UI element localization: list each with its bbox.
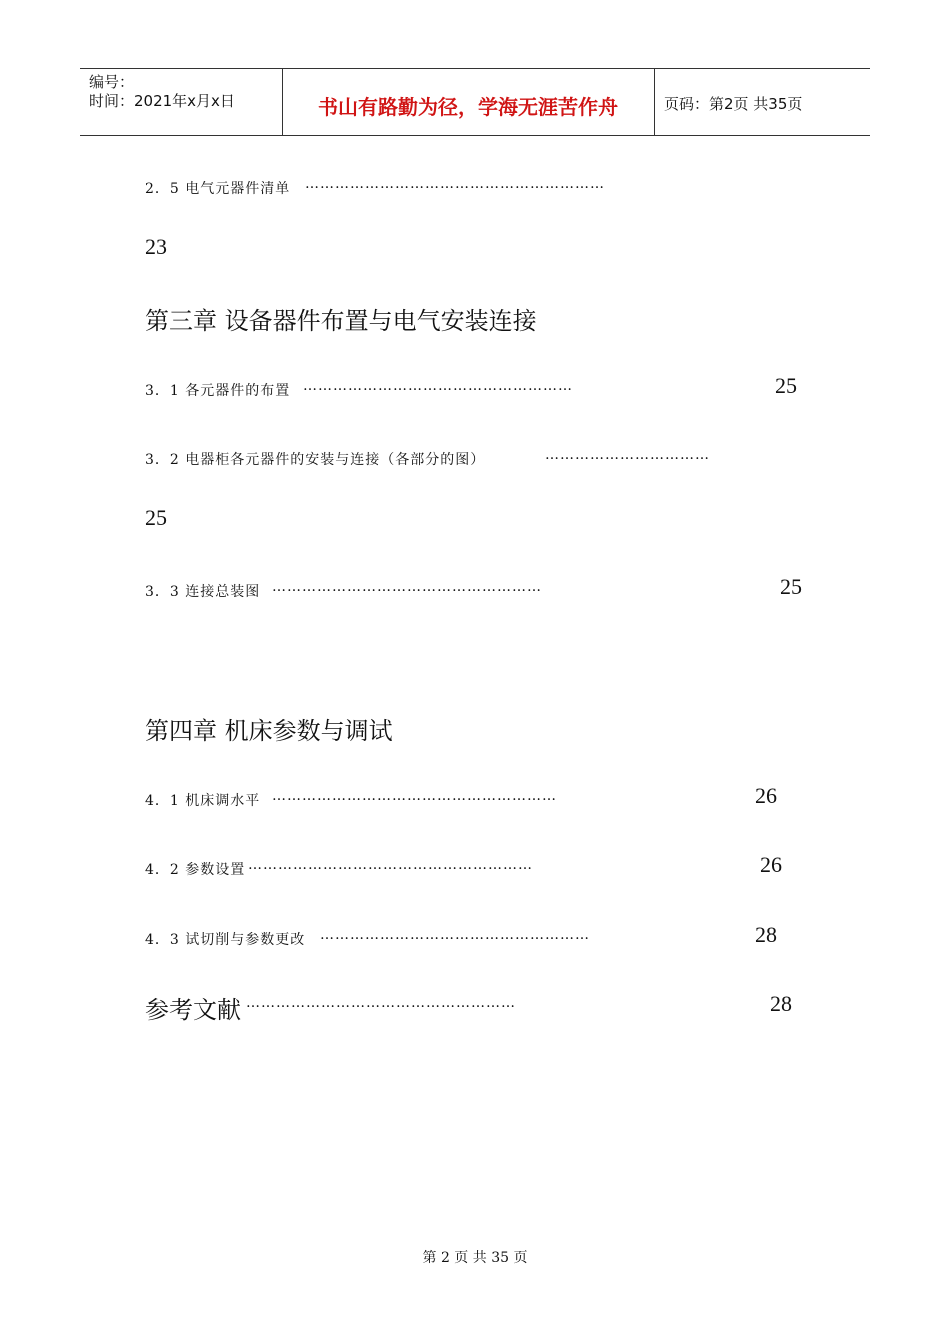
toc-chapter-4[interactable]: 第四章 机床参数与调试	[145, 717, 393, 745]
toc-entry-2-5-dots: ……………………………………………………	[305, 176, 605, 192]
toc-entry-4-3-page: 28	[755, 922, 777, 947]
toc-entry-3-1-dots: ………………………………………………	[303, 378, 573, 394]
page-label: 页码：第2页 共35页	[664, 95, 803, 113]
toc-entry-3-2-label[interactable]: 3．2 电器柜各元器件的安装与连接（各部分的图）	[145, 452, 486, 468]
toc-entry-3-3-dots: ………………………………………………	[272, 579, 542, 595]
toc-entry-2-5-page: 23	[145, 234, 167, 259]
header-cell-page	[655, 69, 870, 135]
toc-references-page: 28	[770, 991, 792, 1016]
toc-entry-2-5-label[interactable]: 2．5 电气元器件清单	[145, 181, 291, 197]
toc-entry-3-3-label[interactable]: 3．3 连接总装图	[145, 584, 261, 600]
toc-entry-4-3-dots: ………………………………………………	[320, 927, 590, 943]
toc-entry-4-1-page: 26	[755, 783, 777, 808]
toc-entry-4-3-label[interactable]: 4．3 试切削与参数更改	[145, 932, 306, 948]
toc-entry-4-1-dots: …………………………………………………	[272, 788, 557, 804]
header-table	[80, 68, 870, 136]
toc-entry-4-2-label[interactable]: 4．2 参数设置	[145, 862, 246, 878]
toc-entry-3-3-page: 25	[780, 574, 802, 599]
toc-chapter-3[interactable]: 第三章 设备器件布置与电气安装连接	[145, 307, 537, 335]
toc-entry-3-2-dots: ……………………………	[545, 447, 710, 463]
toc-entry-3-1-page: 25	[775, 373, 797, 398]
header-cell-info	[80, 69, 283, 135]
toc-entry-4-1-label[interactable]: 4．1 机床调水平	[145, 793, 261, 809]
toc-references-label[interactable]: 参考文献	[145, 996, 241, 1024]
page-footer: 第 2 页 共 35 页	[422, 1250, 528, 1266]
motto-text: 书山有路勤为径，学海无涯苦作舟	[318, 95, 618, 119]
number-label: 编号：	[89, 73, 135, 91]
toc-entry-3-2-page: 25	[145, 505, 167, 530]
toc-references-dots: ………………………………………………	[246, 995, 516, 1011]
toc-entry-4-2-dots: …………………………………………………	[248, 857, 533, 873]
time-label: 时间：2021年x月x日	[89, 92, 235, 110]
toc-entry-4-2-page: 26	[760, 852, 782, 877]
header-cell-motto	[282, 69, 655, 135]
toc-entry-3-1-label[interactable]: 3．1 各元器件的布置	[145, 383, 291, 399]
